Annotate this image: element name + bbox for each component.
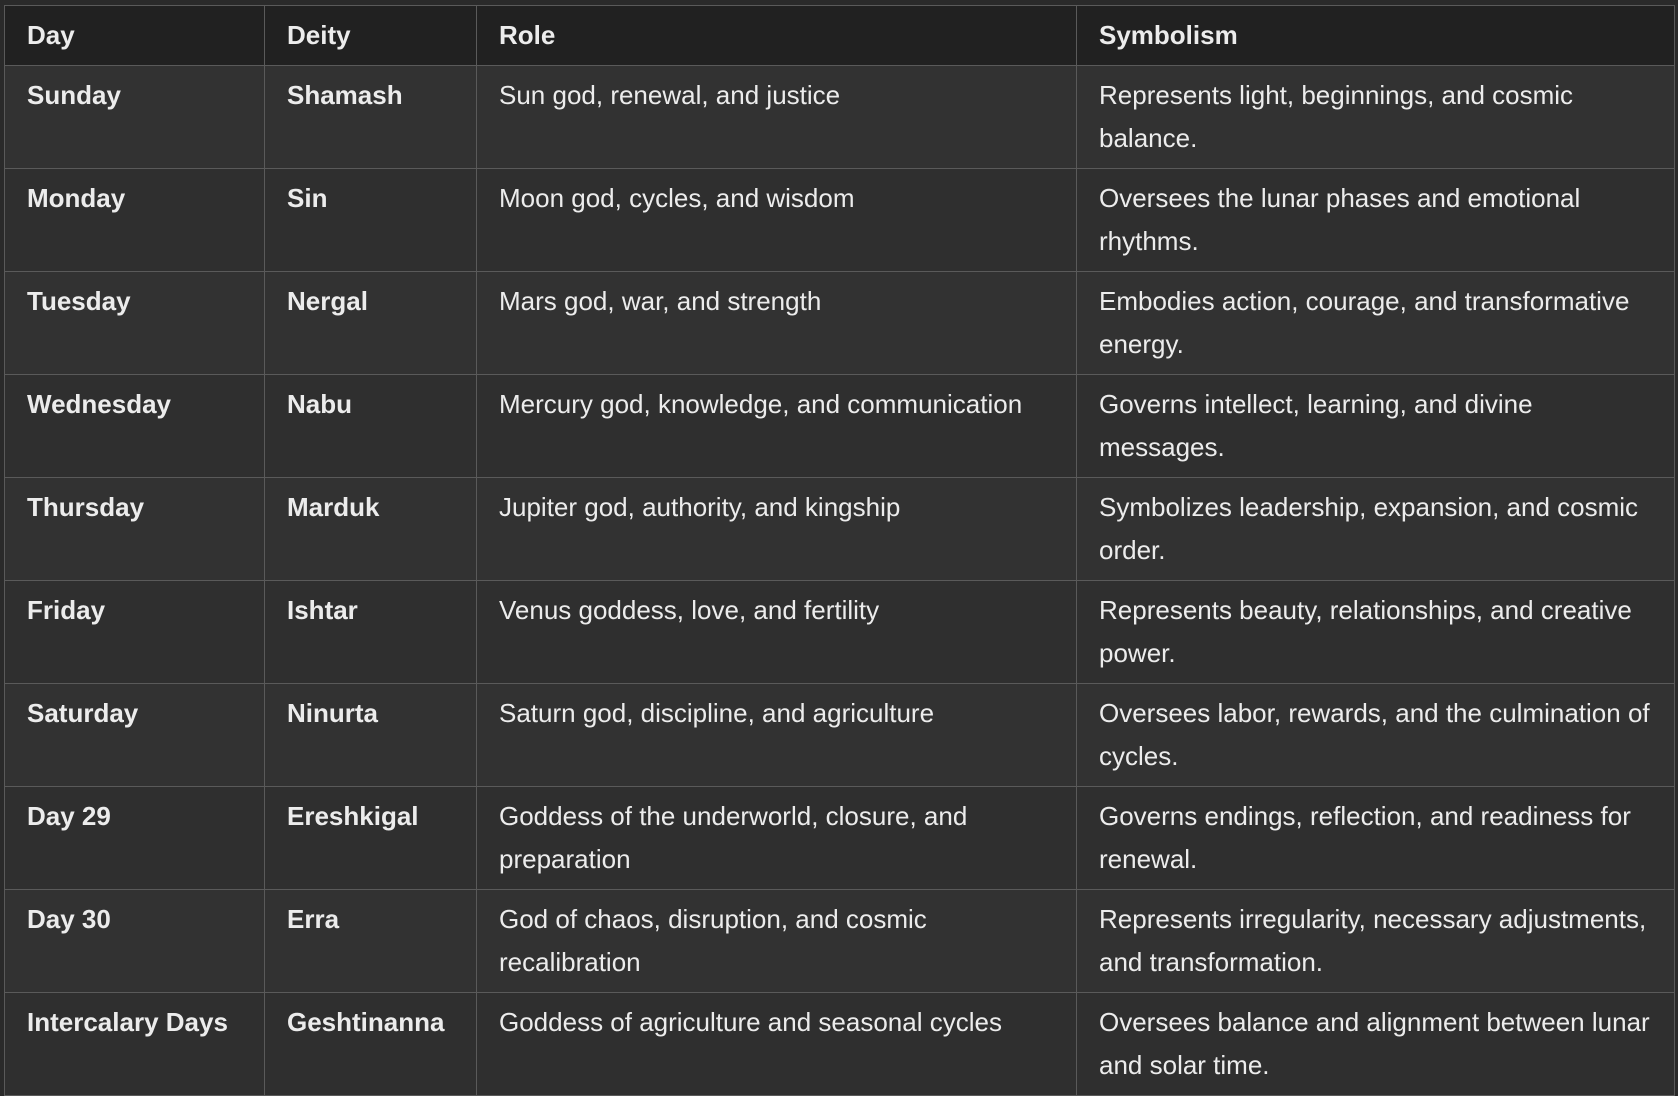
- cell-role: Jupiter god, authority, and kingship: [477, 478, 1077, 581]
- table-row: [5, 787, 1675, 890]
- header-symbolism: Symbolism: [1077, 6, 1675, 66]
- cell-day: Wednesday: [5, 375, 265, 478]
- table-container: [4, 5, 1674, 1096]
- table-header: [5, 6, 1675, 66]
- cell-symbolism: Oversees balance and alignment between lunar and solar time.: [1077, 993, 1675, 1096]
- cell-role: Goddess of the underworld, closure, and preparation: [477, 787, 1077, 890]
- table-row: [5, 581, 1675, 684]
- cell-symbolism: Represents beauty, relationships, and creative power.: [1077, 581, 1675, 684]
- cell-role: Saturn god, discipline, and agriculture: [477, 684, 1077, 787]
- table-row: [5, 375, 1675, 478]
- table-row: [5, 993, 1675, 1096]
- cell-symbolism: Represents light, beginnings, and cosmic balance.: [1077, 66, 1675, 169]
- cell-symbolism: Oversees the lunar phases and emotional rhythms.: [1077, 169, 1675, 272]
- cell-deity: Geshtinanna: [265, 993, 477, 1096]
- cell-deity: Erra: [265, 890, 477, 993]
- cell-day: Saturday: [5, 684, 265, 787]
- deity-days-table: [4, 5, 1675, 1096]
- table-row: [5, 684, 1675, 787]
- cell-day: Thursday: [5, 478, 265, 581]
- cell-day: Day 30: [5, 890, 265, 993]
- cell-day: Monday: [5, 169, 265, 272]
- cell-role: Mercury god, knowledge, and communication: [477, 375, 1077, 478]
- cell-deity: Ninurta: [265, 684, 477, 787]
- cell-day: Friday: [5, 581, 265, 684]
- cell-symbolism: Symbolizes leadership, expansion, and cosmic order.: [1077, 478, 1675, 581]
- table-row: [5, 478, 1675, 581]
- cell-deity: Shamash: [265, 66, 477, 169]
- table-body: [5, 66, 1675, 1096]
- table-row: [5, 272, 1675, 375]
- cell-deity: Ereshkigal: [265, 787, 477, 890]
- cell-role: God of chaos, disruption, and cosmic recalibration: [477, 890, 1077, 993]
- cell-role: Mars god, war, and strength: [477, 272, 1077, 375]
- cell-symbolism: Oversees labor, rewards, and the culmination of cycles.: [1077, 684, 1675, 787]
- cell-role: Venus goddess, love, and fertility: [477, 581, 1077, 684]
- header-role: Role: [477, 6, 1077, 66]
- cell-day: Tuesday: [5, 272, 265, 375]
- cell-symbolism: Represents irregularity, necessary adjustments, and transformation.: [1077, 890, 1675, 993]
- cell-symbolism: Governs intellect, learning, and divine messages.: [1077, 375, 1675, 478]
- header-row: [5, 6, 1675, 66]
- cell-role: Moon god, cycles, and wisdom: [477, 169, 1077, 272]
- cell-day: Sunday: [5, 66, 265, 169]
- cell-deity: Nergal: [265, 272, 477, 375]
- table-row: [5, 169, 1675, 272]
- cell-role: Sun god, renewal, and justice: [477, 66, 1077, 169]
- header-deity: Deity: [265, 6, 477, 66]
- cell-deity: Marduk: [265, 478, 477, 581]
- table-row: [5, 890, 1675, 993]
- cell-role: Goddess of agriculture and seasonal cycles: [477, 993, 1077, 1096]
- cell-symbolism: Governs endings, reflection, and readiness for renewal.: [1077, 787, 1675, 890]
- cell-day: Day 29: [5, 787, 265, 890]
- cell-symbolism: Embodies action, courage, and transformative energy.: [1077, 272, 1675, 375]
- cell-deity: Ishtar: [265, 581, 477, 684]
- cell-deity: Nabu: [265, 375, 477, 478]
- cell-deity: Sin: [265, 169, 477, 272]
- cell-day: Intercalary Days: [5, 993, 265, 1096]
- table-row: [5, 66, 1675, 169]
- header-day: Day: [5, 6, 265, 66]
